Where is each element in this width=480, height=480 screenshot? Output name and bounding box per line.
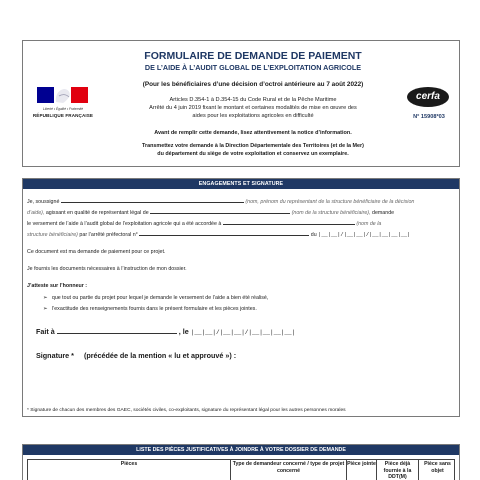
documents-statement: Je fournis les documents nécessaires à l’instruction de mon dossier. [27, 266, 187, 272]
transmit-line-continued: du département du siège de votre exploitation et conservez un exemplaire. [157, 150, 349, 157]
versement-line [27, 220, 381, 228]
structure-name-hint: (nom de la structure bénéficiaire), [291, 210, 371, 216]
form-header [22, 40, 460, 167]
logo-motto: Liberté • Égalité • Fraternité [42, 107, 84, 111]
attestation-heading: J’atteste sur l’honneur : [27, 283, 88, 289]
arrete-date-label: du [310, 232, 317, 238]
soussigne-line [27, 198, 414, 206]
column-header: Pièce jointe [346, 460, 376, 480]
engagements-section-title: ENGAGEMENTS ET SIGNATURE [23, 179, 459, 189]
arrete-line [27, 231, 410, 239]
column-header: Type de demandeur concerné / type de projet concerné [230, 460, 346, 480]
payment-request-statement: Ce document est ma demande de paiement pour ce projet. [27, 249, 166, 255]
fait-a-line [36, 327, 295, 336]
representant-line [27, 209, 394, 217]
engagements-section [22, 178, 460, 417]
cerfa-number: N° 15908*03 [413, 114, 445, 120]
beneficiary-structure-hint: (nom de la [356, 221, 382, 227]
form-title: FORMULAIRE DE DEMANDE DE PAIEMENT [144, 50, 362, 62]
supporting-documents-title: LISTE DES PIÈCES JUSTIFICATIVES À JOINDRE À VOTRE DOSSIER DE DEMANDE [23, 445, 459, 455]
column-header: Pièce sans objet [418, 460, 456, 480]
representative-name-field[interactable] [61, 198, 244, 203]
bullet-arrow-icon: ➢ [43, 306, 48, 312]
versement-label: le versement de l’aide à l’audit global de l’exploitation agricole qui a été accordée à [27, 221, 222, 227]
transmit-instructions [93, 143, 413, 158]
column-header: Pièce déjà fournie à la DDT(M) [376, 460, 418, 480]
signature-footnote: * Signature de chacun des membres des GAEC, sociétés civiles, co-exploitants, signature du représentant légal pour les autres personnes morales [27, 408, 346, 413]
representative-name-hint: (nom, prénom du représentant de la structure bénéficiaire de la décision [245, 199, 415, 205]
read-notice-text: Avant de remplir cette demande, lisez attentivement la notice d’information. [154, 130, 352, 136]
signature-label: Signature * [36, 351, 74, 360]
aid-hint-end: d’aide), [27, 210, 45, 216]
legal-references [103, 97, 403, 120]
bullet-arrow-icon: ➢ [43, 295, 48, 301]
articles-line: Articles D.354-1 à D.354-15 du Code Rural et de la Pêche Maritime [169, 97, 337, 103]
beneficiary-structure-field[interactable] [223, 220, 355, 225]
logo-republique-francaise: RÉPUBLIQUE FRANÇAISE [32, 113, 94, 118]
structure-name-field[interactable] [150, 209, 290, 214]
soussigne-label: Je, soussigné [27, 199, 60, 205]
place-field[interactable] [57, 328, 177, 334]
republique-francaise-logo [28, 85, 98, 123]
form-subtitle: DE L’AIDE À L’AUDIT GLOBAL DE L’EXPLOITATION AGRICOLE [144, 63, 362, 72]
attestation-item-text: l’exactitude des renseignements fournis dans le présent formulaire et les pièces jointes. [51, 306, 257, 312]
attestation-item-text: que tout ou partie du projet pour lequel je demande le versement de l’aide a bien été réalisé, [51, 295, 269, 301]
marianne-logo-icon [28, 85, 98, 107]
arrete-number-field[interactable] [139, 231, 309, 236]
beneficiary-structure-hint-end: structure bénéficiaire) [27, 232, 78, 238]
arrete-line: Arrêté du 4 juin 2019 fixant le montant et certaines modalités de mise en œuvre des [149, 104, 357, 111]
signature-hint: (précédée de la mention « lu et approuvé ») : [83, 351, 237, 360]
fait-a-label: Fait à [36, 327, 55, 336]
arrete-label: par l’arrêté préfectoral n° [79, 232, 138, 238]
signature-date-field[interactable]: |__|__|/|__|__|/|__|__|__|__| [190, 329, 296, 336]
date-label: , le [178, 327, 189, 336]
demande-label: demande [372, 210, 395, 216]
supporting-documents-section [22, 444, 460, 480]
column-header: Pièces [120, 461, 138, 467]
attestation-item [43, 295, 268, 302]
arrete-date-field[interactable]: |__|__|/|__|__|/|__|__|__|__| [318, 232, 411, 238]
arrete-line-continued: aides pour les exploitations agricoles en difficulté [192, 112, 314, 119]
supporting-documents-table [27, 459, 455, 480]
form-condition: (Pour les bénéficiaires d’une décision d’octroi antérieure au 7 août 2022) [142, 81, 364, 88]
representant-label: agissant en qualité de représentant légal de [45, 210, 149, 216]
cerfa-logo: cerfa [407, 87, 449, 107]
transmit-line: Transmettez votre demande à la Direction Départementale des Territoires (et de la Mer) [142, 143, 364, 149]
signature-line [36, 351, 236, 360]
attestation-item [43, 306, 257, 313]
